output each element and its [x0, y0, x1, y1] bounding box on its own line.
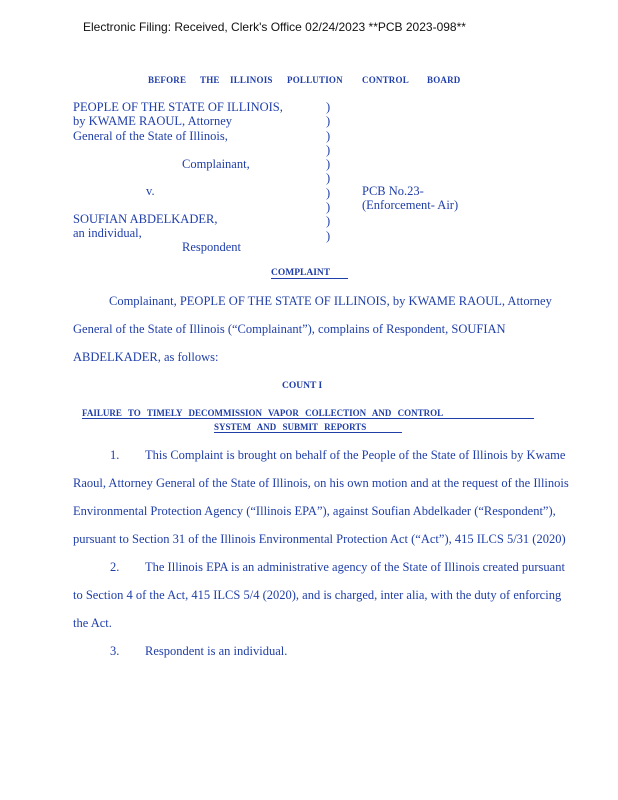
board-word-the: THE: [200, 75, 220, 85]
paragraph-number: 2.: [110, 560, 120, 574]
paren: ): [326, 214, 331, 229]
board-word-board: BOARD: [427, 75, 461, 85]
paragraph-number: 3.: [110, 644, 120, 658]
count-heading-line-1: FAILURE TO TIMELY DECOMMISSION VAPOR COLLECTION AND CONTROL: [82, 408, 534, 419]
complaint-title: COMPLAINT: [271, 268, 348, 279]
count-title: COUNT I: [282, 381, 323, 391]
filing-header: Electronic Filing: Received, Clerk's Office 02/24/2023 **PCB 2023-098**: [83, 20, 466, 34]
paren: ): [326, 185, 331, 200]
caption-plaintiff: [73, 100, 283, 143]
intro-line-2: General of the State of Illinois (“Complainant”), complains of Respondent, SOUFIAN: [73, 322, 506, 336]
paren: ): [326, 228, 331, 243]
paragraph-1-line-4: pursuant to Section 31 of the Illinois Environmental Protection Act (“Act”), 415 ILCS 5/31 (2020): [73, 532, 566, 546]
caption-plaintiff-line: General of the State of Illinois,: [73, 128, 228, 143]
case-number: PCB No.23-: [362, 184, 424, 198]
caption-defendant-line: an individual,: [73, 226, 142, 241]
paren: ): [326, 157, 331, 172]
caption-defendant-line: SOUFIAN ABDELKADER,: [73, 212, 218, 226]
caption-defendant: [73, 212, 217, 241]
paren: ): [326, 171, 331, 186]
board-word-illinois: ILLINOIS: [230, 75, 273, 85]
paragraph-2-line-3: the Act.: [73, 616, 112, 630]
paragraph-1-line-1: This Complaint is brought on behalf of the People of the State of Illinois by Kwame: [145, 448, 566, 462]
paragraph-2-line-2: to Section 4 of the Act, 415 ILCS 5/4 (2020), and is charged, inter alia, with the duty of enforcing: [73, 588, 562, 602]
paren: ): [326, 100, 331, 114]
paren: ): [326, 114, 331, 129]
paragraph-number: 1.: [110, 448, 120, 462]
case-type: (Enforcement- Air): [362, 198, 459, 212]
intro-line-1: Complainant, PEOPLE OF THE STATE OF ILLINOIS, by KWAME RAOUL, Attorney: [109, 294, 552, 308]
caption-versus: v.: [146, 184, 155, 198]
count-heading-line-2: SYSTEM AND SUBMIT REPORTS: [214, 422, 402, 433]
intro-line-3: ABDELKADER, as follows:: [73, 350, 219, 364]
caption-respondent-label: Respondent: [182, 240, 242, 254]
paragraph-3-line-1: Respondent is an individual.: [145, 644, 288, 658]
paren: ): [326, 128, 331, 143]
paragraph-1-line-2: Raoul, Attorney General of the State of Illinois, on his own motion and at the request of the Illinois: [73, 476, 569, 490]
paren: ): [326, 142, 331, 157]
caption-plaintiff-line: PEOPLE OF THE STATE OF ILLINOIS,: [73, 100, 283, 114]
caption-parentheses: [326, 100, 330, 243]
board-word-before: BEFORE: [148, 75, 187, 85]
board-word-control: CONTROL: [362, 75, 409, 85]
paren: ): [326, 200, 331, 215]
paragraph-1-line-3: Environmental Protection Agency (“Illinois EPA”), against Soufian Abdelkader (“Respondent”),: [73, 504, 556, 518]
paragraph-2-line-1: The Illinois EPA is an administrative agency of the State of Illinois created pursuant: [145, 560, 565, 574]
caption-complainant-label: Complainant,: [182, 157, 250, 171]
board-word-pollution: POLLUTION: [287, 75, 343, 85]
caption-plaintiff-line: by KWAME RAOUL, Attorney: [73, 114, 233, 129]
